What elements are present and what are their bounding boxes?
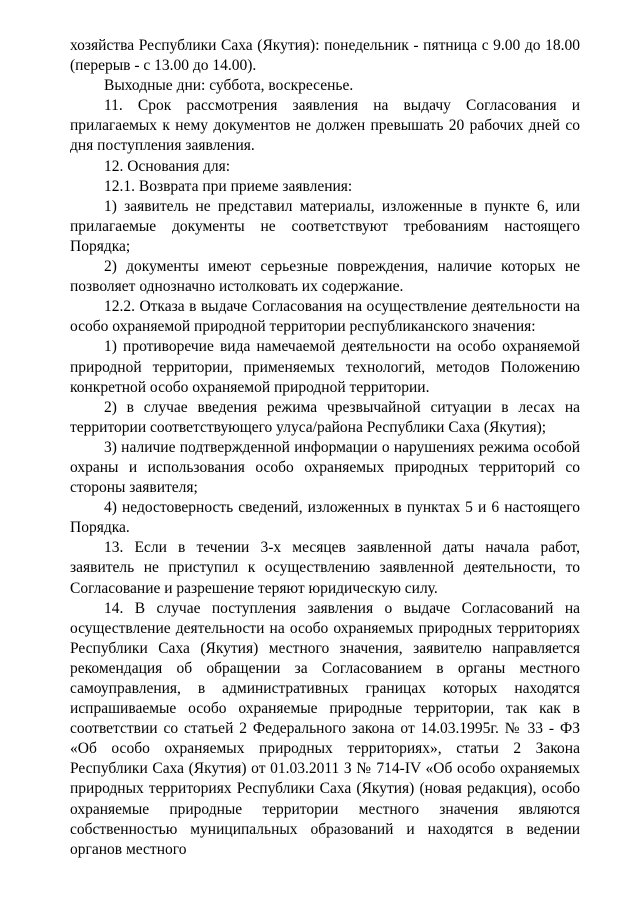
paragraph-12-2-item-4: 4) недостоверность сведений, изложенных в пунктах 5 и 6 настоящего Порядка.	[70, 499, 580, 537]
paragraph-12-2-item-1: 1) противоречие вида намечаемой деятельности на особо охраняемой природной территории, применяемых технологий, методов Положению конкретной особо охраняемой природной территории.	[70, 338, 580, 396]
document-page	[70, 36, 580, 860]
paragraph-14-local-territories: 14. В случае поступления заявления о выдаче Согласований на осуществление деятельности на особо охраняемых природных территориях Республики Саха (Якутия) местного значения, заявителю направляется рекомендация об обращении за Согласованием в органы местного самоуправления, в административных границах которых находятся испрашиваемые особо охраняемые природные территории, так как в соответствии со статьей 2 Федерального закона от 14.03.1995г. № 33 - ФЗ «Об особо охраняемых природных территориях», статьи 2 Закона Республики Саха (Якутия) от 01.03.2011 З № 714-IV «Об особо охраняемых природных территориях Республики Саха (Якутия) (новая редакция), особо охраняемые природные территории местного значения являются собственностью муниципальных образований и находятся в ведении органов местного	[70, 599, 580, 858]
paragraph-12-1-item-1: 1) заявитель не представил материалы, изложенные в пункте 6, или прилагаемые документы не соответствуют требованиям настоящего Порядка;	[70, 197, 580, 255]
paragraph-12-1-item-2: 2) документы имеют серьезные повреждения, наличие которых не позволяет однозначно истолковать их содержание.	[70, 258, 580, 296]
paragraph-working-hours: хозяйства Республики Саха (Якутия): понедельник - пятница с 9.00 до 18.00 (перерыв - с 13.00 до 14.00).	[70, 37, 580, 75]
paragraph-12-grounds: 12. Основания для:	[104, 157, 231, 175]
paragraph-12-2-item-3: 3) наличие подтвержденной информации о нарушениях режима особой охраны и использования особо охраняемых природных территорий со стороны заявителя;	[70, 438, 580, 497]
paragraph-13-expiry: 13. Если в течении 3-х месяцев заявленной даты начала работ, заявитель не приступил к осуществлению заявленной деятельности, то Согласование и разрешение теряют юридическую силу.	[70, 539, 580, 597]
paragraph-days-off: Выходные дни: суббота, воскресенье.	[104, 77, 354, 95]
paragraph-12-2-refusal: 12.2. Отказа в выдаче Согласования на осуществление деятельности на особо охраняемой природной территории республиканского значения:	[70, 298, 580, 336]
paragraph-12-2-item-2: 2) в случае введения режима чрезвычайной ситуации в лесах на территории соответствующего улуса/района Республики Саха (Якутия);	[70, 398, 580, 436]
paragraph-12-1-return: 12.1. Возврата при приеме заявления:	[104, 177, 353, 195]
paragraph-11-review-term: 11. Срок рассмотрения заявления на выдачу Согласования и прилагаемых к нему документов не должен превышать 20 рабочих дней со дня поступления заявления.	[70, 97, 580, 155]
